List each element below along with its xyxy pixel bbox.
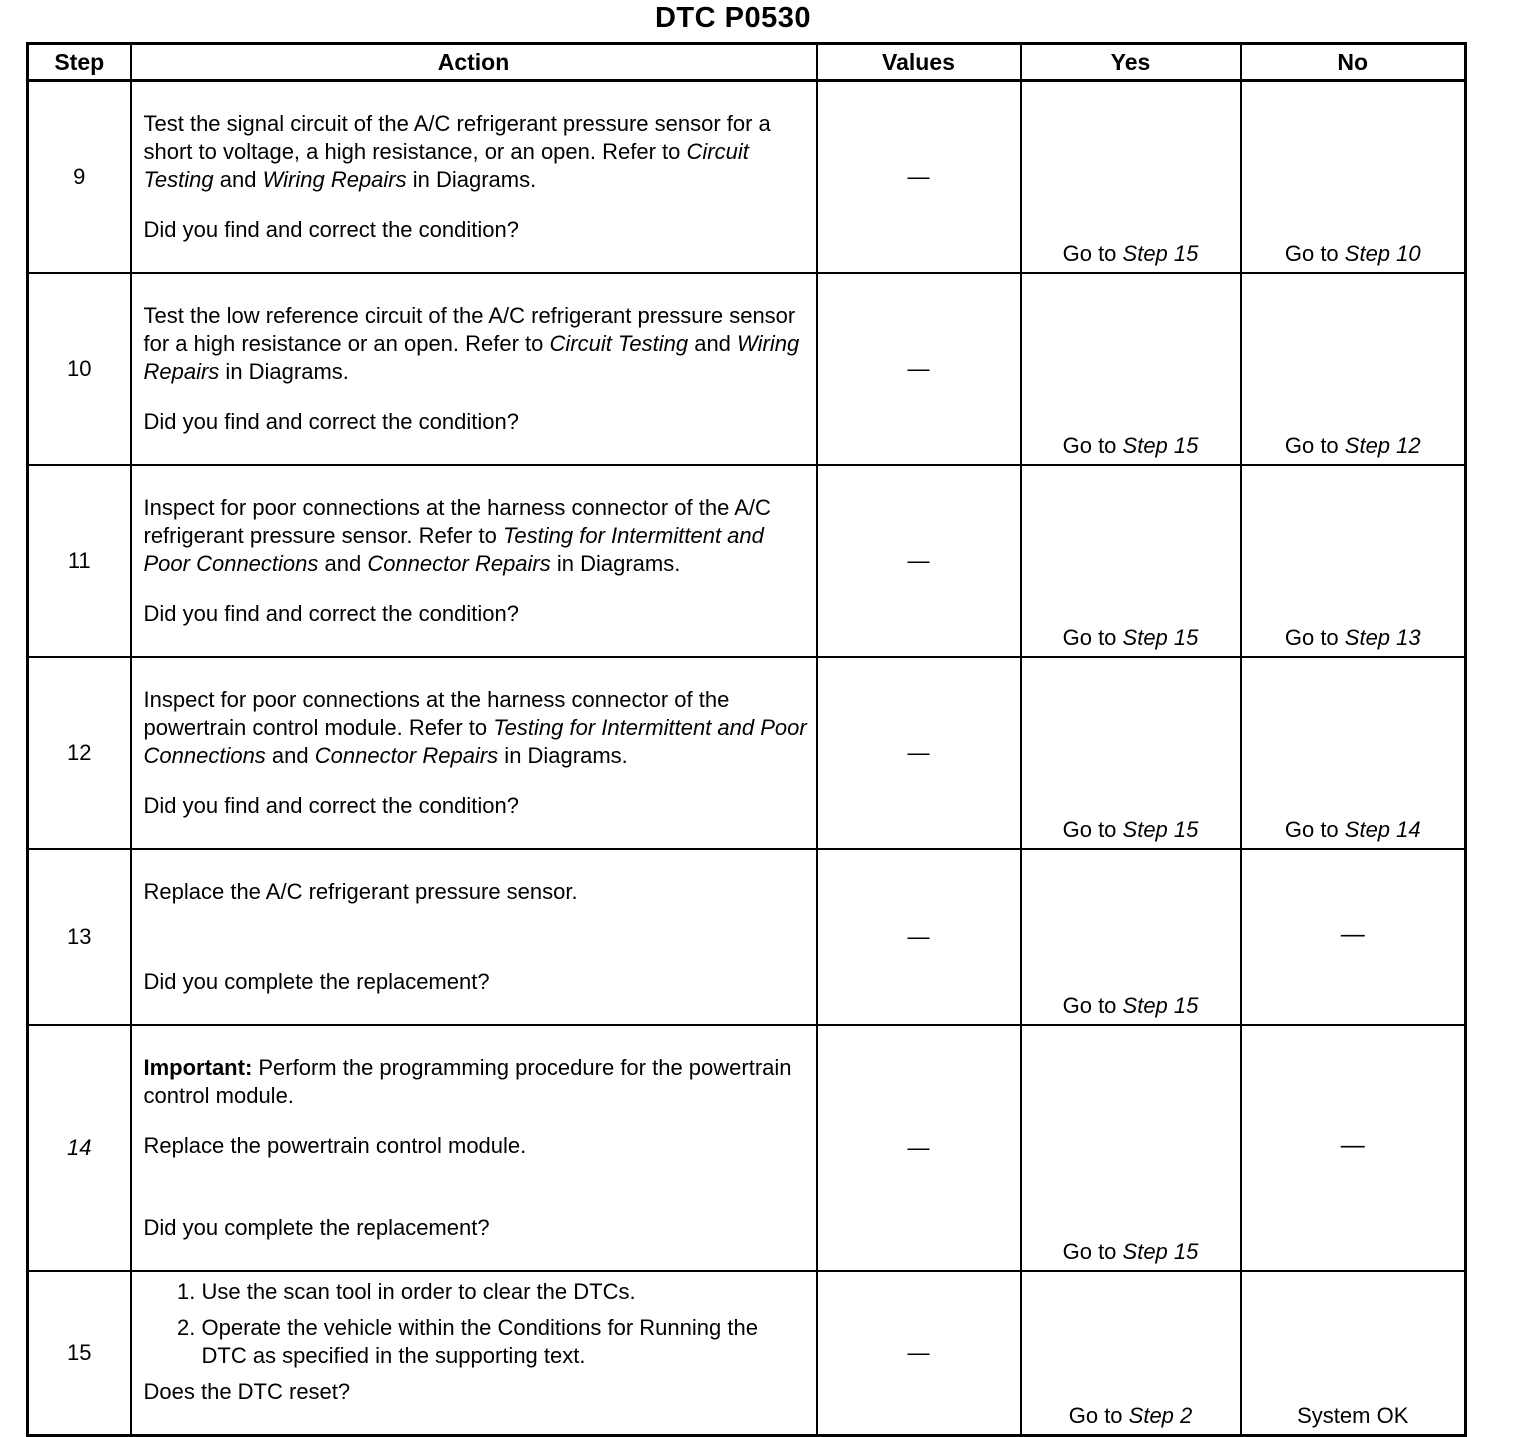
- value-cell: —: [817, 273, 1021, 465]
- action-question: Did you find and correct the condition?: [143, 409, 519, 434]
- step-number: 13: [28, 849, 131, 1025]
- step-number: 10: [28, 273, 131, 465]
- action-question: Does the DTC reset?: [143, 1379, 351, 1404]
- action-cell: [131, 1025, 817, 1271]
- yes-cell: Go to Step 15: [1021, 81, 1241, 274]
- yes-cell: Go to Step 15: [1021, 657, 1241, 849]
- action-text: Replace the powertrain control module.: [143, 1133, 527, 1158]
- step-number: 12: [28, 657, 131, 849]
- action-question: Did you find and correct the condition?: [143, 217, 519, 242]
- value-cell: —: [817, 465, 1021, 657]
- procedure-list: [144, 1278, 808, 1370]
- action-text: Test the low reference circuit of the A/C refrigerant pressure sensor for a high resistance or an open. Refer to Circuit Testing and Wiring Repairs in Diagrams.: [143, 303, 800, 384]
- action-text: Replace the A/C refrigerant pressure sensor.: [143, 879, 578, 904]
- no-cell: System OK: [1241, 1271, 1466, 1436]
- column-header-values: Values: [817, 44, 1021, 81]
- important-note: Important: Perform the programming procedure for the powertrain control module.: [143, 1055, 792, 1108]
- yes-cell: Go to Step 15: [1021, 849, 1241, 1025]
- column-header-no: No: [1241, 44, 1466, 81]
- list-item: 2. Operate the vehicle within the Conditions for Running the DTC as specified in the supporting text.: [202, 1314, 808, 1370]
- action-text: Test the signal circuit of the A/C refrigerant pressure sensor for a short to voltage, a high resistance, or an open. Refer to Circuit Testing and Wiring Repairs in Diagrams.: [143, 111, 771, 192]
- action-question: Did you complete the replacement?: [143, 1215, 490, 1240]
- action-cell: [131, 1271, 817, 1436]
- action-text: Inspect for poor connections at the harness connector of the A/C refrigerant pressure sensor. Refer to Testing for Intermittent and Poor Connections and Connector Repairs in Diagrams.: [143, 495, 771, 576]
- list-item: 1. Use the scan tool in order to clear the DTCs.: [202, 1278, 808, 1306]
- action-text: Inspect for poor connections at the harness connector of the powertrain control module. Refer to Testing for Intermittent and Poor Connections and Connector Repairs in Diagrams.: [143, 687, 807, 768]
- column-header-yes: Yes: [1021, 44, 1241, 81]
- yes-cell: Go to Step 15: [1021, 465, 1241, 657]
- header-row: [28, 44, 1466, 81]
- table-row: [28, 81, 1466, 274]
- column-header-step: Step: [28, 44, 131, 81]
- no-cell: Go to Step 14: [1241, 657, 1466, 849]
- table-row: [28, 849, 1466, 1025]
- diagnostic-table: [26, 42, 1467, 1437]
- table-row: [28, 657, 1466, 849]
- action-cell: [131, 657, 817, 849]
- value-cell: —: [817, 657, 1021, 849]
- step-number: 15: [28, 1271, 131, 1436]
- yes-cell: Go to Step 15: [1021, 273, 1241, 465]
- action-question: Did you find and correct the condition?: [143, 601, 519, 626]
- action-cell: [131, 273, 817, 465]
- action-cell: [131, 849, 817, 1025]
- action-cell: [131, 81, 817, 274]
- table-row: [28, 465, 1466, 657]
- value-cell: —: [817, 1271, 1021, 1436]
- no-cell: Go to Step 13: [1241, 465, 1466, 657]
- action-cell: [131, 465, 817, 657]
- step-number: 9: [28, 81, 131, 274]
- table-row: [28, 1025, 1466, 1271]
- no-cell: —: [1241, 1025, 1466, 1271]
- action-question: Did you find and correct the condition?: [143, 793, 519, 818]
- no-cell: Go to Step 10: [1241, 81, 1466, 274]
- value-cell: —: [817, 849, 1021, 1025]
- table-row: [28, 1271, 1466, 1436]
- yes-cell: Go to Step 15: [1021, 1025, 1241, 1271]
- page-title: DTC P0530: [654, 2, 811, 34]
- no-cell: Go to Step 12: [1241, 273, 1466, 465]
- no-cell: —: [1241, 849, 1466, 1025]
- step-number: 14: [28, 1025, 131, 1271]
- action-question: Did you complete the replacement?: [143, 969, 490, 994]
- table-row: [28, 273, 1466, 465]
- column-header-action: Action: [131, 44, 817, 81]
- step-number: 11: [28, 465, 131, 657]
- value-cell: —: [817, 1025, 1021, 1271]
- value-cell: —: [817, 81, 1021, 274]
- yes-cell: Go to Step 2: [1021, 1271, 1241, 1436]
